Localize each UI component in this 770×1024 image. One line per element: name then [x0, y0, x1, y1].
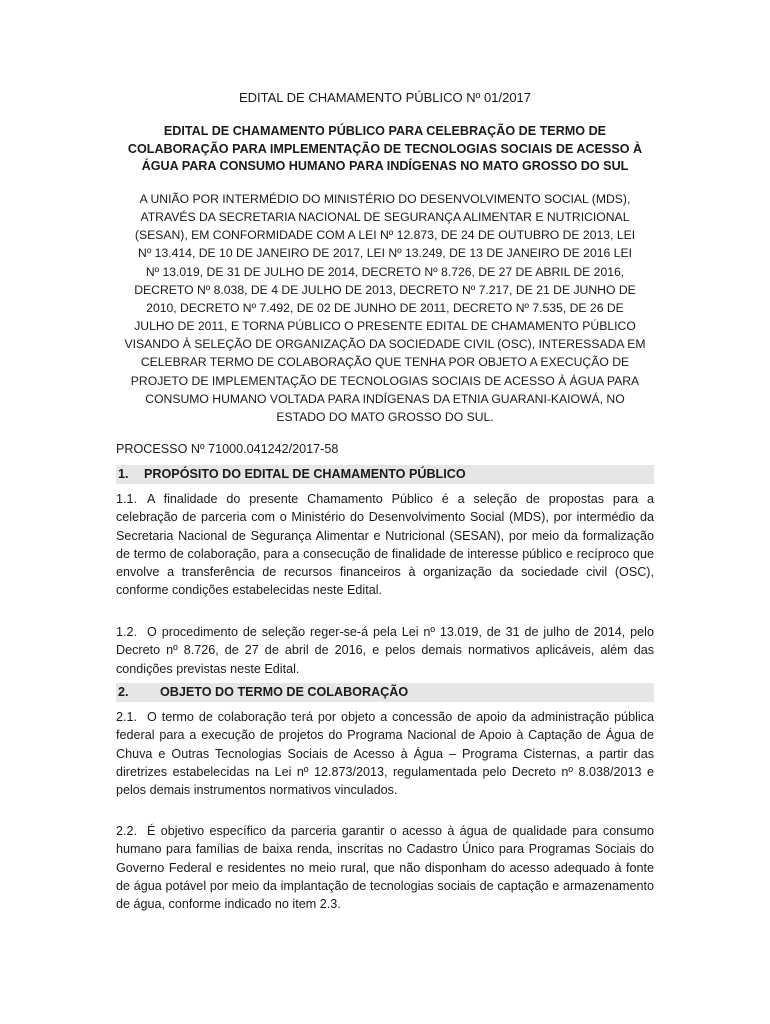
section-heading-2 — [116, 683, 654, 702]
preamble-line: VISANDO À SELEÇÃO DE ORGANIZAÇÃO DA SOCIEDADE CIVIL (OSC), INTERESSADA EM — [124, 337, 646, 352]
paragraph-text: A finalidade do presente Chamamento Público é a seleção de propostas para a celebração de parceria com o Ministério do Desenvolvimento Social (MDS), por intermédio da Secretaria Nacional de Segurança Alimentar e Nutricional (SESAN), por meio da formalização de termo de colaboração, para a consecução de finalidade de interesse público e recíproco que envolve a transferência de recursos financeiros à organização da sociedade civil (OSC), conforme condições estabelecidas neste Edital. — [116, 492, 654, 598]
preamble-line: JULHO DE 2011, E TORNA PÚBLICO O PRESENTE EDITAL DE CHAMAMENTO PÚBLICO — [134, 319, 636, 334]
preamble-line: (SESAN), EM CONFORMIDADE COM A LEI Nº 12.873, DE 24 DE OUTUBRO DE 2013, LEI — [134, 228, 636, 243]
paragraph-2-2 — [116, 822, 654, 913]
paragraph-text: O termo de colaboração terá por objeto a concessão de apoio da administração pública federal para a execução de projetos do Programa Nacional de Apoio à Captação de Água de Chuva e Outras Tecnologias Sociais de Acesso à Água – Programa Cisternas, a partir das diretrizes estabelecidas na Lei nº 12.873/2013, regulamentada pelo Decreto nº 8.038/2013 e pelos demais instrumentos normativos vinculados. — [116, 710, 654, 798]
paragraph-2-1 — [116, 708, 654, 799]
paragraph-text: É objetivo específico da parceria garantir o acesso à água de qualidade para consumo humano para famílias de baixa renda, inscritas no Cadastro Único para Programas Sociais do Governo Federal e residentes no meio rural, que não disponham do acesso adequado à fonte de água potável por meio da implantação de tecnologias sociais de captação e armazenamento de água, conforme indicado no item 2.3. — [116, 824, 654, 912]
process-number: PROCESSO Nº 71000.041242/2017-58 — [116, 442, 339, 456]
paragraph-text: O procedimento de seleção reger-se-á pela Lei nº 13.019, de 31 de julho de 2014, pelo Decreto nº 8.726, de 27 de abril de 2016, e pelos demais normativos aplicáveis, além das condições previstas neste Edital. — [116, 625, 654, 676]
preamble-line: PROJETO DE IMPLEMENTAÇÃO DE TECNOLOGIAS SOCIAIS DE ACESSO À ÁGUA PARA — [130, 373, 640, 388]
paragraph-1-1 — [116, 490, 654, 600]
preamble-line: Nº 13.414, DE 10 DE JANEIRO DE 2017, LEI Nº 13.249, DE 13 DE JANEIRO DE 2016 LEI — [138, 246, 632, 261]
section-title: PROPÓSITO DO EDITAL DE CHAMAMENTO PÚBLICO — [144, 467, 466, 481]
paragraph-number: 1.1. — [116, 492, 138, 506]
preamble-line: ATRAVÉS DA SECRETARIA NACIONAL DE SEGURANÇA ALIMENTAR E NUTRICIONAL — [140, 210, 630, 225]
preamble-line: CONSUMO HUMANO VOLTADA PARA INDÍGENAS DA ETNIA GUARANI-KAIOWÁ, NO — [145, 391, 625, 406]
preamble-line: ESTADO DO MATO GROSSO DO SUL. — [276, 409, 494, 424]
section-number: 1. — [118, 467, 129, 481]
paragraph-1-2 — [116, 623, 654, 678]
paragraph-number: 2.1. — [116, 710, 138, 724]
preamble-line: CELEBRAR TERMO DE COLABORAÇÃO QUE TENHA POR OBJETO A EXECUÇÃO DE — [140, 355, 630, 370]
document-title: EDITAL DE CHAMAMENTO PÚBLICO Nº 01/2017 — [238, 90, 532, 105]
preamble — [116, 190, 654, 426]
section-heading-1 — [116, 465, 654, 484]
paragraph-number: 1.2. — [116, 625, 138, 639]
document-subtitle — [116, 123, 654, 176]
subtitle-line: COLABORAÇÃO PARA IMPLEMENTAÇÃO DE TECNOLOGIAS SOCIAIS DE ACESSO À — [127, 141, 643, 156]
preamble-line: A UNIÃO POR INTERMÉDIO DO MINISTÉRIO DO DESENVOLVIMENTO SOCIAL (MDS), — [139, 192, 631, 206]
section-number: 2. — [118, 685, 129, 699]
subtitle-line: EDITAL DE CHAMAMENTO PÚBLICO PARA CELEBRAÇÃO DE TERMO DE — [163, 124, 607, 138]
preamble-line: DECRETO Nº 8.038, DE 4 DE JULHO DE 2013, DECRETO Nº 7.217, DE 21 DE JUNHO DE — [134, 282, 636, 297]
preamble-line: Nº 13.019, DE 31 DE JULHO DE 2014, DECRETO Nº 8.726, DE 27 DE ABRIL DE 2016, — [145, 264, 625, 279]
section-title: OBJETO DO TERMO DE COLABORAÇÃO — [160, 685, 409, 699]
preamble-line: 2010, DECRETO Nº 7.492, DE 02 DE JUNHO DE 2011, DECRETO Nº 7.535, DE 26 DE — [146, 300, 624, 315]
paragraph-number: 2.2. — [116, 824, 138, 838]
subtitle-line: ÁGUA PARA CONSUMO HUMANO PARA INDÍGENAS NO MATO GROSSO DO SUL — [141, 159, 629, 174]
